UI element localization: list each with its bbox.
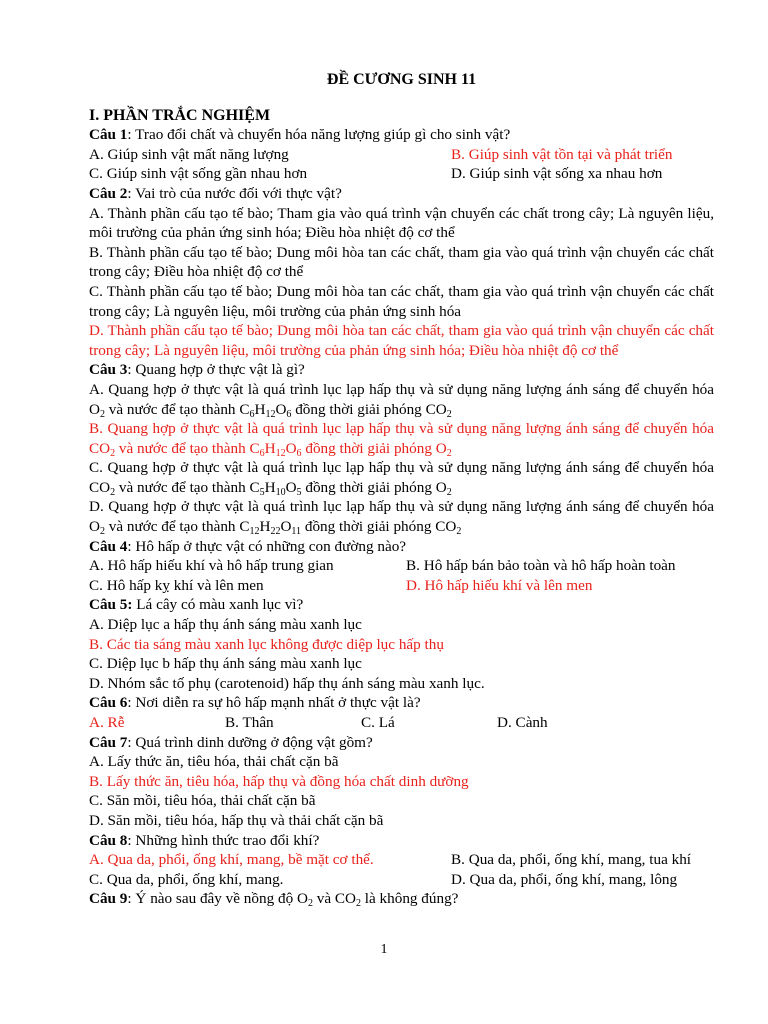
question-label: Câu 3 bbox=[89, 361, 128, 379]
page-number: 1 bbox=[380, 942, 388, 957]
option-b-correct: B. Quang hợp ở thực vật là quá trình lục lạp hấp thụ và sử dụng năng lượng ánh sáng để chuyển hóa $CO_2$ và nước để tạo thành $C_6H_{12}O_6$ đồng thời giải phóng $O_2$ bbox=[89, 420, 714, 459]
question-label: Câu 4 bbox=[89, 537, 128, 555]
question-label: Câu 1 bbox=[89, 126, 128, 144]
question-9 bbox=[89, 889, 714, 909]
option-d: D. Cành bbox=[497, 714, 548, 731]
question-label: Câu 7 bbox=[89, 733, 128, 751]
option-b-correct: B. Các tia sáng màu xanh lục không được diệp lục hấp thụ bbox=[89, 635, 444, 653]
option-d-correct: D. Hô hấp hiếu khí và lên men bbox=[406, 576, 593, 594]
option-c: C. Giúp sinh vật sống gần nhau hơn bbox=[89, 165, 308, 183]
question-text: : Vai trò của nước đối với thực vật? bbox=[127, 184, 342, 202]
option-b-correct: B. Giúp sinh vật tồn tại và phát triển bbox=[451, 145, 673, 163]
question-label: Câu 2 bbox=[89, 184, 128, 202]
option-b: B. Thân bbox=[225, 714, 274, 731]
option-d: D. Qua da, phổi, ống khí, mang, lông bbox=[451, 870, 678, 888]
question-label: Câu 5: bbox=[89, 596, 133, 614]
question-2 bbox=[89, 184, 714, 360]
option-d: D. Săn mồi, tiêu hóa, hấp thụ và thải chất cặn bã bbox=[89, 811, 384, 829]
option-a: A. Giúp sinh vật mất năng lượng bbox=[89, 145, 289, 163]
option-b-correct: B. Lấy thức ăn, tiêu hóa, hấp thụ và đồng hóa chất dinh dưỡng bbox=[89, 772, 469, 790]
question-4 bbox=[89, 537, 714, 596]
option-b: B. Qua da, phổi, ống khí, mang, tua khí bbox=[451, 851, 692, 869]
question-8 bbox=[89, 831, 714, 890]
option-b: B. Thành phần cấu tạo tế bào; Dung môi hòa tan các chất, tham gia vào quá trình vận chuyển các chất trong cây; Điều hòa nhiệt độ cơ thể bbox=[89, 243, 714, 281]
question-3 bbox=[89, 360, 714, 536]
option-a: A. Diệp lục a hấp thụ ánh sáng màu xanh lục bbox=[89, 616, 362, 634]
question-label: Câu 8 bbox=[89, 831, 128, 849]
option-b: B. Hô hấp bán bảo toàn và hô hấp hoàn toàn bbox=[406, 557, 676, 575]
question-label: Câu 9 bbox=[89, 890, 128, 908]
option-c: C. Hô hấp kỵ khí và lên men bbox=[89, 576, 264, 594]
option-c: C. Diệp lục b hấp thụ ánh sáng màu xanh lục bbox=[89, 655, 362, 673]
question-6 bbox=[89, 693, 714, 732]
option-c: C. Lá bbox=[361, 714, 395, 731]
question-7 bbox=[89, 733, 714, 831]
option-c: C. Quang hợp ở thực vật là quá trình lục lạp hấp thụ và sử dụng năng lượng ánh sáng để chuyển hóa $CO_2$ và nước để tạo thành $C_5H_{10}O_5$ đồng thời giải phóng $O_2$ bbox=[89, 459, 714, 498]
option-a: A. Thành phần cấu tạo tế bào; Tham gia vào quá trình vận chuyển các chất trong cây; Là nguyên liệu, môi trường của phản ứng sinh hóa; Điều hòa nhiệt độ cơ thể bbox=[89, 204, 714, 242]
option-d-correct: D. Thành phần cấu tạo tế bào; Dung môi hòa tan các chất, tham gia vào quá trình vận chuyển các chất trong cây; Là nguyên liệu, môi trường của phản ứng sinh hóa; Điều hòa nhiệt độ cơ thể bbox=[89, 322, 714, 359]
question-label: Câu 6 bbox=[89, 694, 128, 712]
option-a-correct: A. Rễ bbox=[89, 714, 125, 731]
question-text: : Trao đổi chất và chuyển hóa năng lượng giúp gì cho sinh vật? bbox=[127, 126, 511, 144]
document-title: ĐỀ CƯƠNG SINH 11 bbox=[326, 71, 477, 88]
option-a: A. Hô hấp hiếu khí và hô hấp trung gian bbox=[89, 557, 334, 575]
question-text: : Ý nào sau đây về nồng độ $O_2$ và $CO_2$ là không đúng? bbox=[127, 890, 459, 910]
option-c: C. Săn mồi, tiêu hóa, thải chất cặn bã bbox=[89, 792, 316, 810]
question-text: : Những hình thức trao đổi khí? bbox=[127, 831, 320, 849]
section-heading: I. PHẦN TRẮC NGHIỆM bbox=[89, 106, 271, 124]
option-d: D. Quang hợp ở thực vật là quá trình lục lạp hấp thụ và sử dụng năng lượng ánh sáng để chuyển hóa $O_2$ và nước để tạo thành $C_{12}H_{22}O_{11}$ đồng thời giải phóng $CO_2$ bbox=[89, 498, 715, 538]
option-c: C. Qua da, phổi, ống khí, mang. bbox=[89, 870, 284, 888]
question-5 bbox=[89, 595, 714, 693]
option-d: D. Nhóm sắc tố phụ (carotenoid) hấp thụ ánh sáng màu xanh lục. bbox=[89, 674, 485, 692]
option-a: A. Lấy thức ăn, tiêu hóa, thải chất cặn bã bbox=[89, 753, 339, 771]
option-a: A. Quang hợp ở thực vật là quá trình lục lạp hấp thụ và sử dụng năng lượng ánh sáng để chuyển hóa $O_2$ và nước để tạo thành $C_6H_{12}O_6$ đồng thời giải phóng $CO_2$ bbox=[89, 380, 715, 420]
question-text: Lá cây có màu xanh lục vì? bbox=[132, 596, 304, 614]
question-text: : Hô hấp ở thực vật có những con đường nào? bbox=[127, 537, 407, 555]
question-text: : Quang hợp ở thực vật là gì? bbox=[127, 361, 305, 379]
question-text: : Nơi diễn ra sự hô hấp mạnh nhất ở thực vật là? bbox=[127, 694, 421, 712]
option-d: D. Giúp sinh vật sống xa nhau hơn bbox=[451, 165, 663, 183]
question-text: : Quá trình dinh dưỡng ở động vật gồm? bbox=[127, 733, 373, 751]
question-1 bbox=[89, 125, 714, 184]
document-body bbox=[89, 70, 714, 909]
option-a-correct: A. Qua da, phổi, ống khí, mang, bề mặt cơ thể. bbox=[89, 851, 374, 869]
option-c: C. Thành phần cấu tạo tế bào; Dung môi hòa tan các chất, tham gia vào quá trình vận chuyển các chất trong cây; Là nguyên liệu, môi trường của phản ứng sinh hóa bbox=[89, 282, 714, 320]
